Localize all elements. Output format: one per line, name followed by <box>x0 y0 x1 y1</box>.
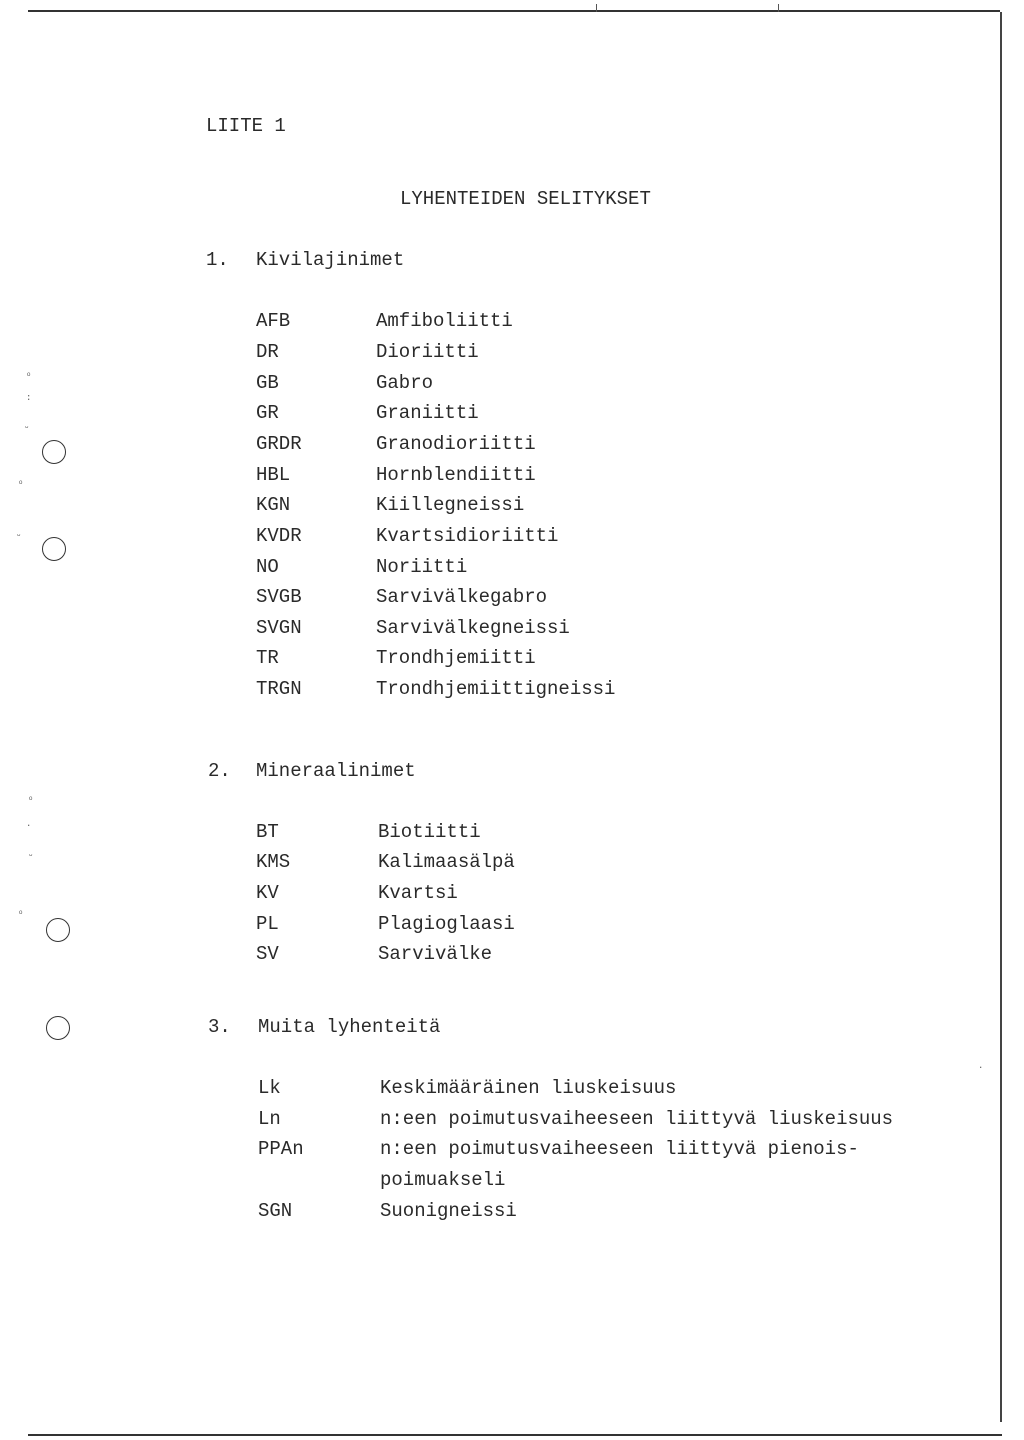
scan-speck: ᵒ <box>28 795 34 805</box>
definition: Trondhjemiitti <box>376 647 536 669</box>
abbreviation: GR <box>256 402 279 424</box>
abbreviation: SVGN <box>256 617 302 639</box>
abbreviation: SVGB <box>256 586 302 608</box>
abbreviation: HBL <box>256 464 291 486</box>
definition: Graniitti <box>376 402 479 424</box>
scan-speck: ᵒ <box>18 909 24 919</box>
abbreviation: SV <box>256 943 279 965</box>
abbreviation: KV <box>256 882 279 904</box>
section-number: 1. <box>206 249 229 271</box>
abbreviation: Ln <box>258 1108 281 1130</box>
definition: Trondhjemiittigneissi <box>376 678 616 700</box>
section-heading: Kivilajinimet <box>256 249 405 271</box>
scan-speck: ᵒ <box>26 371 32 381</box>
definition: Plagioglaasi <box>378 913 515 935</box>
scan-speck: ᵕ <box>16 531 22 541</box>
scan-speck: · <box>978 1063 984 1073</box>
scan-speck: : <box>26 393 32 403</box>
scan-speck: · <box>26 821 32 831</box>
definition: Keskimääräinen liuskeisuus <box>380 1077 677 1099</box>
punch-hole-icon <box>42 537 66 561</box>
page-title: LYHENTEIDEN SELITYKSET <box>400 188 651 210</box>
abbreviation: NO <box>256 556 279 578</box>
abbreviation: PL <box>256 913 279 935</box>
definition: Sarvivälke <box>378 943 493 965</box>
scan-speck: ᵕ <box>24 423 30 433</box>
abbreviation: PPAn <box>258 1138 304 1160</box>
abbreviation: TRGN <box>256 678 302 700</box>
abbreviation: GB <box>256 372 279 394</box>
section-heading: Mineraalinimet <box>256 760 416 782</box>
page-edge-bottom <box>28 1434 1002 1436</box>
definition: Hornblendiitti <box>376 464 536 486</box>
appendix-label: LIITE 1 <box>206 115 286 137</box>
abbreviation: GRDR <box>256 433 302 455</box>
abbreviation: SGN <box>258 1200 293 1222</box>
abbreviation: BT <box>256 821 279 843</box>
definition: Sarvivälkegneissi <box>376 617 570 639</box>
definition: Kvartsi <box>378 882 458 904</box>
abbreviation: KVDR <box>256 525 302 547</box>
definition: Granodioriitti <box>376 433 536 455</box>
punch-hole-icon <box>46 1016 70 1040</box>
punch-hole-icon <box>46 918 70 942</box>
definition-continued: poimuakseli <box>380 1169 506 1191</box>
definition: Suonigneissi <box>380 1200 517 1222</box>
edge-tick <box>596 4 597 12</box>
definition: n:een poimutusvaiheeseen liittyvä liuskeisuus <box>380 1108 894 1130</box>
page-edge-top <box>28 10 1000 12</box>
definition: n:een poimutusvaiheeseen liittyvä pienois- <box>380 1138 859 1160</box>
section-heading: Muita lyhenteitä <box>258 1016 441 1038</box>
punch-hole-icon <box>42 440 66 464</box>
abbreviation: DR <box>256 341 279 363</box>
scan-speck: ᵕ <box>28 851 34 861</box>
definition: Gabro <box>376 372 434 394</box>
abbreviation: KGN <box>256 494 291 516</box>
scan-speck: ᵒ <box>18 479 24 489</box>
abbreviation: Lk <box>258 1077 281 1099</box>
definition: Sarvivälkegabro <box>376 586 548 608</box>
definition: Noriitti <box>376 556 468 578</box>
definition: Amfiboliitti <box>376 310 513 332</box>
abbreviation: AFB <box>256 310 291 332</box>
edge-tick <box>778 4 779 12</box>
abbreviation: TR <box>256 647 279 669</box>
definition: Kiillegneissi <box>376 494 525 516</box>
definition: Kalimaasälpä <box>378 851 515 873</box>
abbreviation: KMS <box>256 851 291 873</box>
page-edge-right <box>1000 12 1002 1422</box>
definition: Kvartsidioriitti <box>376 525 559 547</box>
definition: Dioriitti <box>376 341 479 363</box>
definition: Biotiitti <box>378 821 481 843</box>
section-number: 3. <box>208 1016 231 1038</box>
section-number: 2. <box>208 760 231 782</box>
